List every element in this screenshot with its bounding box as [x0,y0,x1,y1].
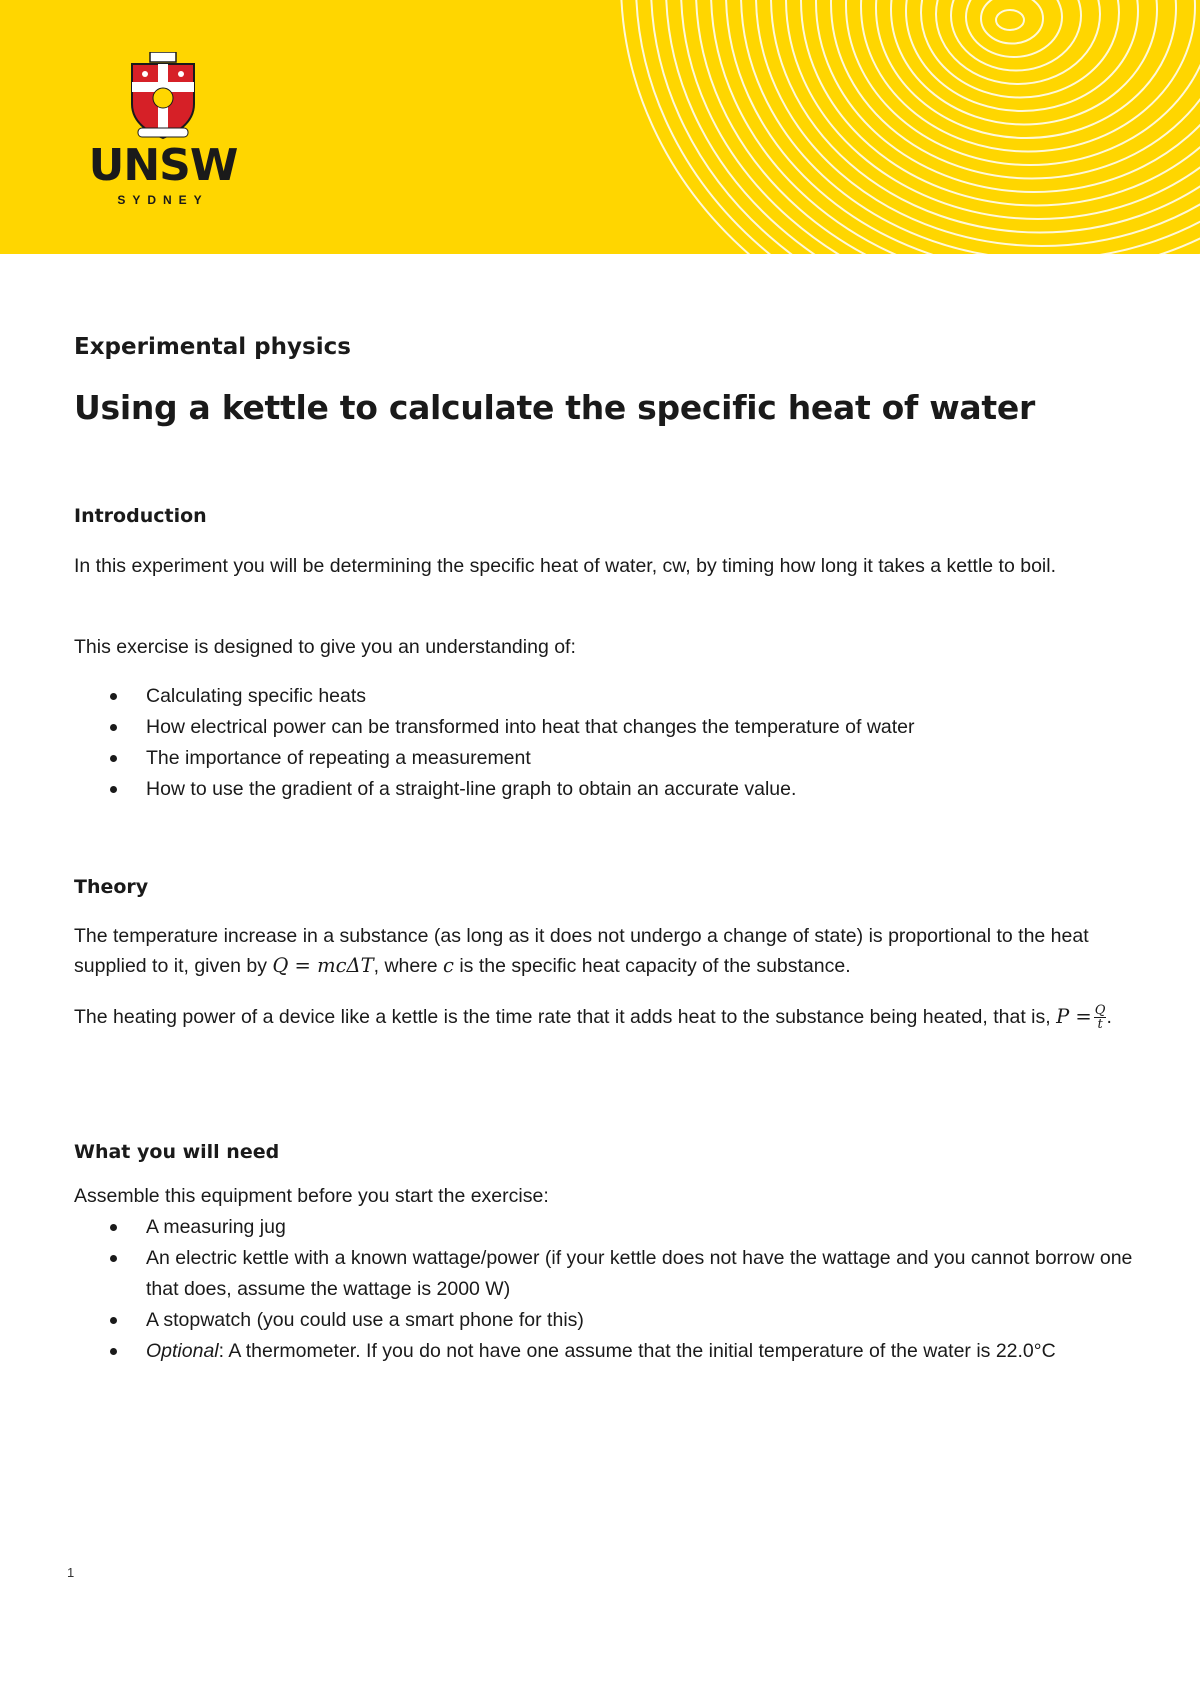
equipment-intro: Assemble this equipment before you start the exercise: [74,1185,549,1207]
bullet-icon [110,786,117,793]
bullet-icon [110,693,117,700]
equipment-bullet-list [74,1212,1134,1367]
list-item: How electrical power can be transformed into heat that changes the temperature of water [74,712,1134,743]
wordmark: UNSW [88,140,238,191]
bullet-icon [110,1317,117,1324]
ring-line [861,0,1195,152]
list-item: How to use the gradient of a straight-line graph to obtain an accurate value. [74,774,1134,805]
header-banner [0,0,1200,254]
equipment-heading: What you will need [74,1141,280,1163]
wordmark-sub: SYDNEY [117,193,209,207]
intro-paragraph-2: This exercise is designed to give you an understanding of: [74,636,576,658]
intro-text: In this experiment you will be determining the specific heat of water, cw, by timing how long it takes a kettle to boil. [74,555,1056,577]
bullet-icon [110,1348,117,1355]
document-kicker: Experimental physics [74,334,351,360]
page-number: 1 [67,1565,75,1580]
var-c: c [442,954,454,977]
ring-line [741,0,1200,254]
intro-bullet-list [74,681,1134,805]
bullet-icon [110,1255,117,1262]
formula-power-fraction: $\frac{Q}{t}$ [1094,1003,1106,1033]
page-title: Using a kettle to calculate the specific heat of water [74,388,1035,427]
bullet-icon [110,724,117,731]
list-item: A measuring jug [74,1212,1134,1243]
formula-power-lhs: P = [1056,1005,1092,1028]
list-item: A stopwatch (you could use a smart phone for this) [74,1305,1134,1336]
ring-line [996,10,1024,30]
theory-heading: Theory [74,876,149,898]
bullet-icon [110,1224,117,1231]
bullet-icon [110,755,117,762]
crest-icon [128,52,198,142]
list-item: The importance of repeating a measurement [74,743,1134,774]
introduction-heading: Introduction [74,505,207,527]
ring-line [966,0,1062,57]
theory-paragraph-2: The heating power of a device like a kettle is the time rate that it adds heat to the substance being heated, that is, P = $\frac{Q}{t}$ . [74,1003,1112,1033]
optional-label: Optional [146,1340,219,1362]
list-item: An electric kettle with a known wattage/power (if your kettle does not have the wattage and you cannot borrow one that does, assume the wattage is 2000 W) [74,1243,1134,1305]
list-item: Calculating specific heats [74,681,1134,712]
ring-line [801,0,1200,206]
list-item: Optional: A thermometer. If you do not have one assume that the initial temperature of the water is 22.0°C [74,1336,1134,1367]
formula-heat: Q = mcΔT [272,954,374,977]
ring-line [696,0,1200,254]
ring-line [981,0,1043,44]
intro-paragraph [74,551,1134,581]
theory-paragraph-1: The temperature increase in a substance (as long as it does not undergo a change of state) is proportional to the heat supplied to it, given by Q = mcΔT, where c is the specific heat capacity of the substance. [74,925,1089,977]
